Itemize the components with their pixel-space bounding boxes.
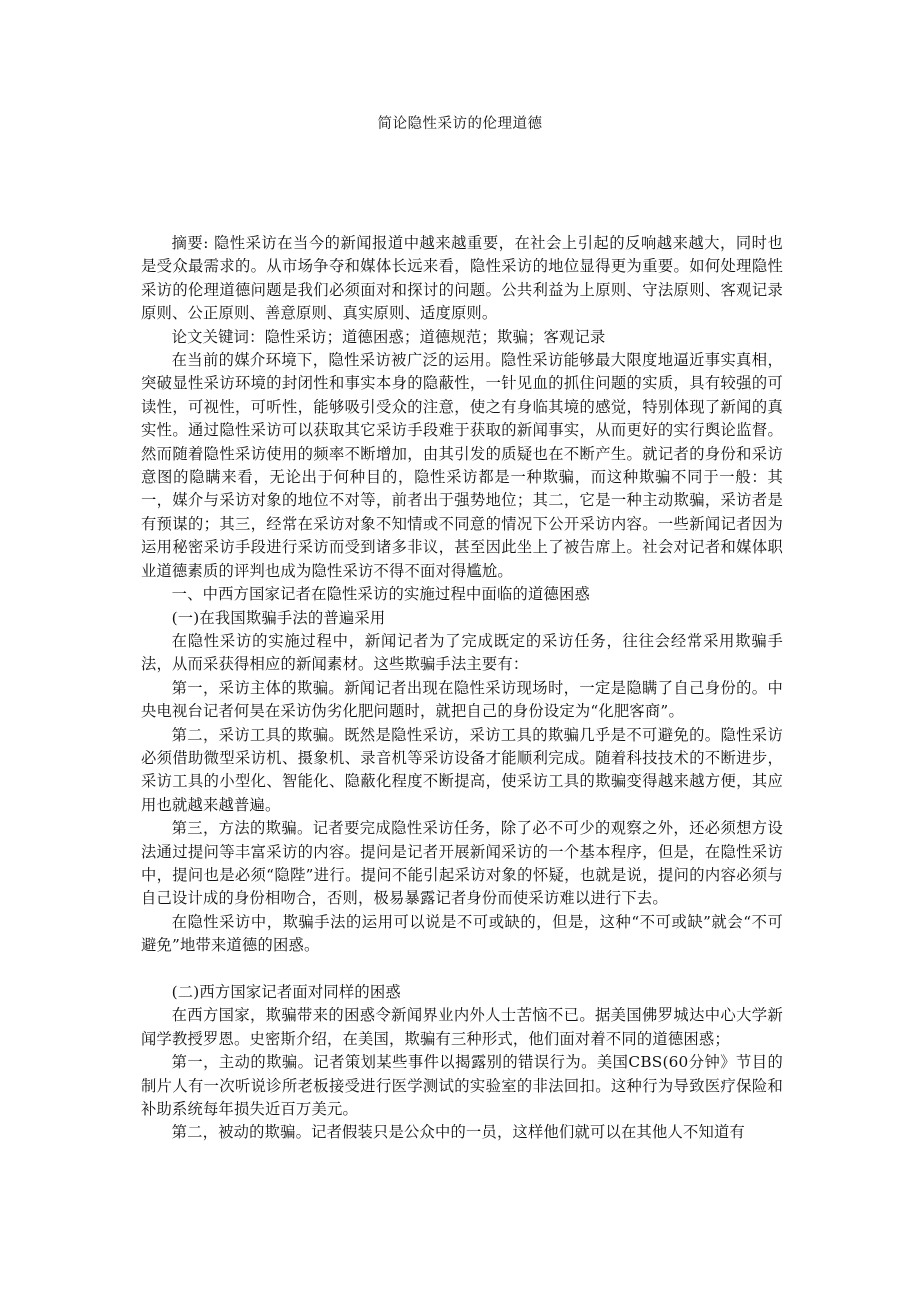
keywords-paragraph: 论文关键词：隐性采访；道德困惑；道德规范；欺骗；客观记录 [171, 327, 606, 346]
body-paragraph: 在当前的媒介环境下，隐性采访被广泛的运用。隐性采访能够最大限度地逼近事实真相，突破显性采访环境的封闭性和事实本身的隐蔽性，一针见血的抓住问题的实质，具有较强的可读性，可视性，可听性，能够吸引受众的注意，使之有身临其境的感觉，特别体现了新闻的真实性。通过隐性采访可以获取其它采访手段难于获取的新闻事实，从而更好的实行舆论监督。然而随着隐性采访使用的频率不断增加，由其引发的质疑也在不断产生。就记者的身份和采访意图的隐瞒来看，无论出于何种目的，隐性采访都是一种欺骗，而这种欺骗不同于一般：其一，媒介与采访对象的地位不对等，前者出于强势地位；其二，它是一种主动欺骗，采访者是有预谋的；其三，经常在采访对象不知情或不同意的情况下公开采访内容。一些新闻记者因为运用秘密采访手段进行采访而受到诸多非议，甚至因此坐上了被告席上。社会对记者和媒体职业道德素质的评判也成为隐性采访不得不面对得尴尬。 [141, 351, 783, 580]
body-paragraph: 在隐性采访的实施过程中，新闻记者为了完成既定的采访任务，往往会经常采用欺骗手法，从而采获得相应的新闻素材。这些欺骗手法主要有： [141, 631, 783, 674]
body-paragraph: 第二，被动的欺骗。记者假装只是公众中的一员，这样他们就可以在其他人不知道有 [171, 1123, 745, 1142]
body-paragraph: 第二，采访工具的欺骗。既然是隐性采访，采访工具的欺骗几乎是不可避免的。隐性采访必须借助微型采访机、摄象机、录音机等采访设备才能顺利完成。随着科技技术的不断进步，采访工具的小型化、智能化、隐蔽化程度不断提高，使采访工具的欺骗变得越来越方便，其应用也就越来越普遍。 [141, 725, 783, 814]
body-paragraph: 第一，主动的欺骗。记者策划某些事件以揭露别的错误行为。美国CBS(60分钟》节目的制片人有一次听说诊所老板接受进行医学测试的实验室的非法回扣。这种行为导致医疗保险和补助系统每年损失近百万美元。 [141, 1053, 783, 1119]
body-paragraph: 第一，采访主体的欺骗。新闻记者出现在隐性采访现场时，一定是隐瞒了自己身份的。中央电视台记者何昊在采访伪劣化肥问题时，就把自己的身份设定为“化肥客商”。 [141, 678, 783, 721]
body-paragraph: 在西方国家，欺骗带来的困惑令新闻界业内外人士苦恼不已。据美国佛罗城达中心大学新闻学教授罗恩。史密斯介绍，在美国，欺骗有三种形式，他们面对着不同的道德困惑； [141, 1006, 783, 1048]
document-title: 简论隐性采访的伦理道德 [377, 116, 543, 132]
document-body [141, 232, 783, 1145]
body-paragraph: 第三，方法的欺骗。记者要完成隐性采访任务，除了必不可少的观察之外，还必须想方设法通过提问等丰富采访的内容。提问是记者开展新闻采访的一个基本程序，但是，在隐性采访中，提问也是必须“隐陛”进行。提问不能引起采访对象的怀疑，也就是说，提问的内容必须与自己设计成的身份相吻合，否则，极易暴露记者身份而使采访难以进行下去。 [141, 819, 783, 908]
subsection-heading: (二)西方国家记者面对同样的困惑 [171, 982, 401, 1001]
section-heading: 一、中西方国家记者在隐性采访的实施过程中面临的道德困惑 [171, 585, 591, 604]
body-paragraph: 在隐性采访中，欺骗手法的运用可以说是不可或缺的，但是，这种“不可或缺”就会“不可避免”地带来道德的困惑。 [141, 912, 783, 955]
abstract-paragraph: 摘要: 隐性采访在当今的新闻报道中越来越重要，在社会上引起的反响越来越大，同时也是受众最需求的。从市场争夺和媒体长远来看，隐性采访的地位显得更为重要。如何处理隐性采访的伦理道德问题是我们必须面对和探讨的问题。公共利益为上原则、守法原则、客观记录原则、公正原则、善意原则、真实原则、适度原则。 [141, 234, 783, 323]
subsection-heading: (一)在我国欺骗手法的普遍采用 [171, 608, 386, 627]
